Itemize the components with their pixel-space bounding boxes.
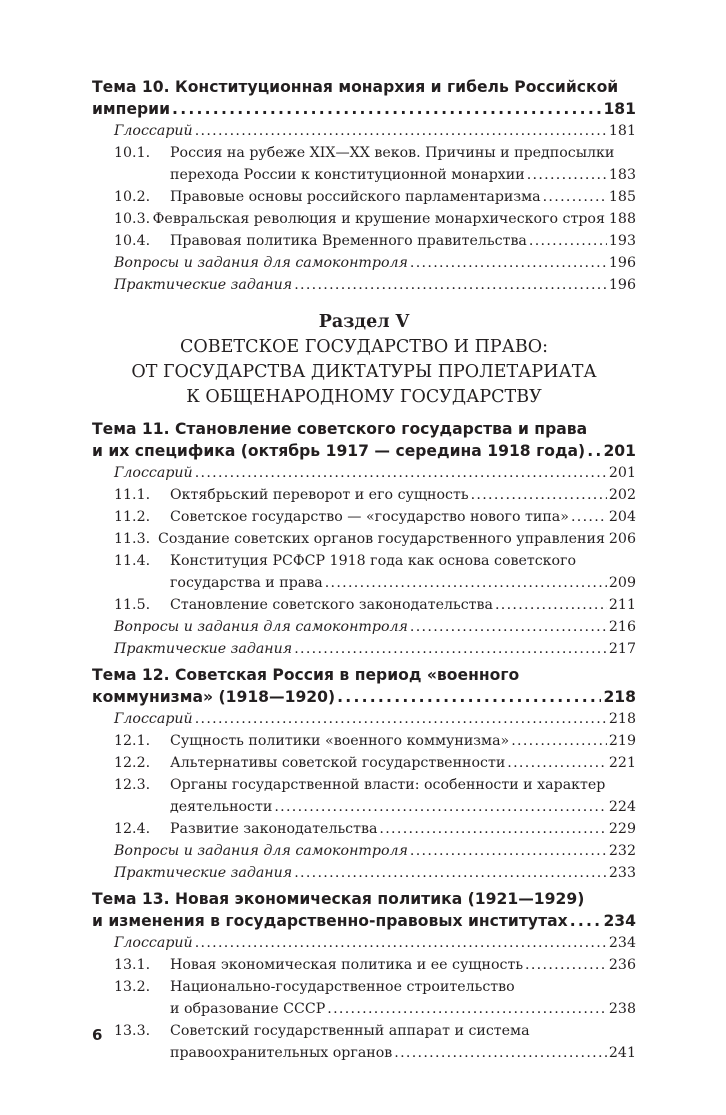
entry-page: 183 bbox=[608, 167, 636, 183]
entry-text: Развитие законодательства bbox=[170, 821, 378, 837]
toc-entry-questions bbox=[92, 252, 636, 274]
entry-page: 185 bbox=[608, 189, 636, 205]
entry-page: 188 bbox=[608, 211, 636, 227]
entry-page: 232 bbox=[608, 843, 636, 859]
entry-page: 181 bbox=[608, 123, 636, 139]
entry-page: 216 bbox=[608, 619, 636, 635]
entry-page: 217 bbox=[608, 641, 636, 657]
entry-page: 209 bbox=[608, 575, 636, 591]
entry-number: 11.1. bbox=[114, 487, 151, 503]
toc-entry-glossary bbox=[92, 932, 636, 954]
toc-entry-practice bbox=[92, 274, 636, 296]
entry-text: Сущность политики «военного коммунизма» bbox=[170, 733, 510, 749]
toc-entry bbox=[92, 550, 636, 594]
leader-dots bbox=[587, 440, 601, 462]
section-title-line3: К ОБЩЕНАРОДНОМУ ГОСУДАРСТВУ bbox=[186, 387, 542, 407]
leader-dots bbox=[294, 638, 607, 660]
leader-dots bbox=[195, 120, 607, 142]
topic-13 bbox=[92, 888, 636, 1064]
entry-text: Новая экономическая политика и ее сущность bbox=[170, 957, 524, 973]
entry-text: Вопросы и задания для самоконтроля bbox=[114, 843, 408, 859]
entry-text: Практические задания bbox=[114, 641, 293, 657]
entry-page: 234 bbox=[608, 935, 636, 951]
entry-text: Глоссарий bbox=[114, 465, 193, 481]
leader-dots bbox=[325, 572, 607, 594]
entry-text: Альтернативы советской государственности bbox=[170, 755, 506, 771]
topic-title-line2: и изменения в государственно-правовых институтах bbox=[92, 912, 568, 930]
entry-text: Национально-государственное строительство bbox=[170, 979, 515, 995]
leader-dots bbox=[337, 686, 601, 708]
topic-title-line1: Тема 13. Новая экономическая политика (1921—1929) bbox=[92, 890, 585, 908]
entry-page: 238 bbox=[608, 1001, 636, 1017]
entry-page: 193 bbox=[608, 233, 636, 249]
entry-page: 202 bbox=[608, 487, 636, 503]
section-number: Раздел V bbox=[318, 312, 410, 332]
leader-dots bbox=[495, 594, 607, 616]
section-title-line2: ОТ ГОСУДАРСТВА ДИКТАТУРЫ ПРОЛЕТАРИАТА bbox=[131, 362, 597, 382]
toc-entry bbox=[92, 506, 636, 528]
toc-entry bbox=[92, 752, 636, 774]
leader-dots bbox=[327, 998, 607, 1020]
entry-number: 10.1. bbox=[114, 145, 151, 161]
entry-page: 204 bbox=[608, 509, 636, 525]
entry-page: 196 bbox=[608, 277, 636, 293]
toc-entry bbox=[92, 186, 636, 208]
entry-page: 233 bbox=[608, 865, 636, 881]
topic-title bbox=[92, 888, 636, 932]
toc-entry bbox=[92, 230, 636, 252]
entry-text: Правовые основы российского парламентаризма bbox=[170, 189, 541, 205]
page-number: 6 bbox=[92, 1026, 103, 1044]
entry-text: Конституция РСФСР 1918 года как основа советского bbox=[170, 553, 577, 569]
entry-number: 12.4. bbox=[114, 821, 151, 837]
entry-text: Советский государственный аппарат и система bbox=[170, 1023, 530, 1039]
entry-number: 10.4. bbox=[114, 233, 151, 249]
leader-dots bbox=[571, 506, 607, 528]
topic-title bbox=[92, 76, 636, 120]
entry-number: 12.1. bbox=[114, 733, 151, 749]
entry-page: 196 bbox=[608, 255, 636, 271]
leader-dots bbox=[529, 230, 607, 252]
section-heading bbox=[92, 310, 636, 410]
entry-number: 11.4. bbox=[114, 553, 151, 569]
topic-title bbox=[92, 664, 636, 708]
toc-entry bbox=[92, 730, 636, 752]
entry-text: Глоссарий bbox=[114, 935, 193, 951]
entry-text-cont: государства и права bbox=[170, 575, 323, 591]
entry-text: Правовая политика Временного правительства bbox=[170, 233, 527, 249]
topic-page: 234 bbox=[603, 912, 636, 930]
entry-text: Октябрьский переворот и его сущность bbox=[170, 487, 469, 503]
entry-page: 229 bbox=[608, 821, 636, 837]
toc-entry-glossary bbox=[92, 120, 636, 142]
toc-entry-glossary bbox=[92, 708, 636, 730]
toc-entry bbox=[92, 774, 636, 818]
entry-text: Вопросы и задания для самоконтроля bbox=[114, 619, 408, 635]
entry-text: Советское государство — «государство нового типа» bbox=[170, 509, 569, 525]
entry-number: 12.2. bbox=[114, 755, 151, 771]
entry-text: Россия на рубеже XIX—XX веков. Причины и предпосылки bbox=[170, 145, 615, 161]
topic-page: 181 bbox=[603, 100, 636, 118]
toc-entry bbox=[92, 208, 636, 230]
toc-entry-questions bbox=[92, 840, 636, 862]
leader-dots bbox=[527, 164, 607, 186]
topic-page: 218 bbox=[603, 688, 636, 706]
topic-title-line1: Тема 11. Становление советского государства и права bbox=[92, 420, 588, 438]
entry-page: 219 bbox=[608, 733, 636, 749]
entry-page: 224 bbox=[608, 799, 636, 815]
leader-dots bbox=[410, 252, 607, 274]
entry-text: Практические задания bbox=[114, 865, 293, 881]
toc-entry bbox=[92, 954, 636, 976]
leader-dots bbox=[507, 752, 607, 774]
topic-title-line2: и их специфика (октябрь 1917 — середина 1918 года) bbox=[92, 442, 586, 460]
leader-dots bbox=[294, 862, 607, 884]
topic-page: 201 bbox=[603, 442, 636, 460]
entry-number: 11.3. bbox=[114, 531, 151, 547]
toc-entry bbox=[92, 818, 636, 840]
entry-number: 12.3. bbox=[114, 777, 151, 793]
entry-page: 221 bbox=[608, 755, 636, 771]
entry-text: Практические задания bbox=[114, 277, 293, 293]
leader-dots bbox=[511, 730, 607, 752]
toc-entry bbox=[92, 976, 636, 1020]
leader-dots bbox=[394, 1042, 607, 1064]
topic-10 bbox=[92, 76, 636, 296]
entry-number: 11.2. bbox=[114, 509, 151, 525]
entry-text: Становление советского законодательства bbox=[170, 597, 493, 613]
entry-page: 201 bbox=[608, 465, 636, 481]
leader-dots bbox=[195, 932, 607, 954]
topic-12 bbox=[92, 664, 636, 884]
leader-dots bbox=[195, 708, 607, 730]
entry-text: Глоссарий bbox=[114, 711, 193, 727]
leader-dots bbox=[543, 186, 607, 208]
entry-number: 10.3. bbox=[114, 211, 151, 227]
entry-text-cont: и образование СССР bbox=[170, 1001, 326, 1017]
topic-title-line1: Тема 10. Конституционная монархия и гибель Российской bbox=[92, 78, 619, 96]
entry-text: Глоссарий bbox=[114, 123, 193, 139]
entry-text: Вопросы и задания для самоконтроля bbox=[114, 255, 408, 271]
leader-dots bbox=[471, 484, 607, 506]
leader-dots bbox=[274, 796, 607, 818]
entry-number: 13.2. bbox=[114, 979, 151, 995]
toc-entry bbox=[92, 594, 636, 616]
entry-page: 236 bbox=[608, 957, 636, 973]
toc-entry-practice bbox=[92, 638, 636, 660]
toc-entry-questions bbox=[92, 616, 636, 638]
toc-entry bbox=[92, 484, 636, 506]
leader-dots bbox=[410, 840, 607, 862]
table-of-contents bbox=[92, 76, 636, 1068]
entry-text: Органы государственной власти: особенности и характер bbox=[170, 777, 606, 793]
toc-entry-glossary bbox=[92, 462, 636, 484]
topic-title-line2: коммунизма» (1918—1920) bbox=[92, 688, 336, 706]
topic-title-line2: империи bbox=[92, 100, 171, 118]
topic-11 bbox=[92, 418, 636, 660]
toc-entry bbox=[92, 1020, 636, 1064]
entry-number: 13.3. bbox=[114, 1023, 151, 1039]
topic-title-line1: Тема 12. Советская Россия в период «военного bbox=[92, 666, 520, 684]
entry-number: 10.2. bbox=[114, 189, 151, 205]
leader-dots bbox=[570, 910, 602, 932]
entry-number: 11.5. bbox=[114, 597, 151, 613]
entry-page: 206 bbox=[608, 531, 636, 547]
leader-dots bbox=[172, 98, 601, 120]
entry-page: 218 bbox=[608, 711, 636, 727]
entry-text-cont: перехода России к конституционной монархии bbox=[170, 167, 525, 183]
leader-dots bbox=[525, 954, 607, 976]
entry-text-cont: деятельности bbox=[170, 799, 273, 815]
toc-entry-practice bbox=[92, 862, 636, 884]
entry-number: 13.1. bbox=[114, 957, 151, 973]
toc-entry bbox=[92, 528, 636, 550]
toc-entry bbox=[92, 142, 636, 186]
leader-dots bbox=[379, 818, 606, 840]
entry-text-cont: правоохранительных органов bbox=[170, 1045, 393, 1061]
entry-page: 211 bbox=[608, 597, 636, 613]
leader-dots bbox=[410, 616, 607, 638]
leader-dots bbox=[195, 462, 607, 484]
entry-text: Создание советских органов государственного управления bbox=[157, 531, 605, 547]
leader-dots bbox=[294, 274, 607, 296]
entry-text: Февральская революция и крушение монархического строя bbox=[152, 211, 605, 227]
topic-title bbox=[92, 418, 636, 462]
entry-page: 241 bbox=[608, 1045, 636, 1061]
section-title-line1: СОВЕТСКОЕ ГОСУДАРСТВО И ПРАВО: bbox=[180, 337, 548, 357]
